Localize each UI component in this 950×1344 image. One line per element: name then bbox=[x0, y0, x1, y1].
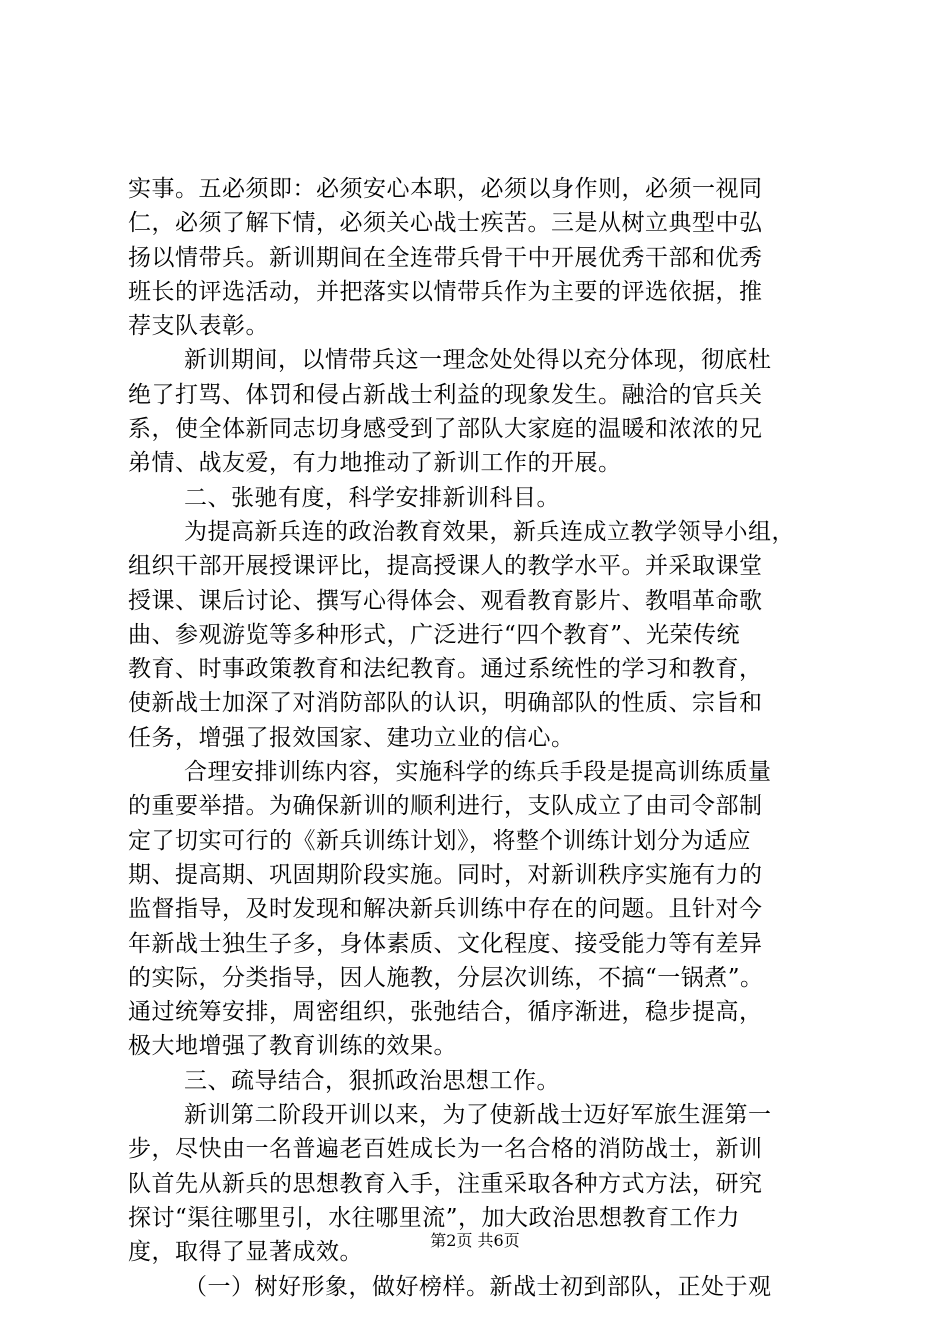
body-line: 授课、课后讨论、撰写心得体会、观看教育影片、教唱革命歌 bbox=[128, 587, 763, 614]
body-line: 任务，增强了报效国家、建功立业的信心。 bbox=[128, 724, 575, 751]
body-line: 的重要举措。为确保新训的顺利进行，支队成立了由司令部制 bbox=[128, 793, 763, 820]
body-line: 组织干部开展授课评比，提高授课人的教学水平。并采取课堂 bbox=[128, 553, 763, 580]
body-line: 度，取得了显著成效。 bbox=[128, 1239, 363, 1266]
page-number: 第2页 共6页 bbox=[430, 1231, 520, 1250]
body-line: 班长的评选活动，并把落实以情带兵作为主要的评选依据，推 bbox=[128, 278, 763, 305]
body-line: 通过统筹安排，周密组织，张弛结合，循序渐进，稳步提高， bbox=[128, 999, 763, 1026]
body-line: 系，使全体新同志切身感受到了部队大家庭的温暖和浓浓的兄 bbox=[128, 416, 763, 443]
body-line: 实事。五必须即：必须安心本职，必须以身作则，必须一视同 bbox=[128, 176, 763, 202]
body-line: 使新战士加深了对消防部队的认识，明确部队的性质、宗旨和 bbox=[128, 690, 763, 717]
body-line: 曲、参观游览等多种形式，广泛进行“四个教育”、光荣传统 bbox=[128, 621, 741, 648]
document-body bbox=[128, 172, 833, 1304]
paragraph-start-line: 新训期间，以情带兵这一理念处处得以充分体现，彻底杜 bbox=[184, 347, 772, 374]
body-line: 扬以情带兵。新训期间在全连带兵骨干中开展优秀干部和优秀 bbox=[128, 244, 763, 271]
body-line: 教育、时事政策教育和法纪教育。通过系统性的学习和教育， bbox=[128, 656, 763, 683]
body-line: 期、提高期、巩固期阶段实施。同时，对新训秩序实施有力的 bbox=[128, 861, 763, 888]
body-line: 定了切实可行的《新兵训练计划》，将整个训练计划分为适应 bbox=[128, 827, 751, 854]
body-line: 弟情、战友爱，有力地推动了新训工作的开展。 bbox=[128, 450, 622, 477]
paragraph-start-line: 为提高新兵连的政治教育效果，新兵连成立教学领导小组， bbox=[184, 518, 795, 545]
paragraph-start-line: 合理安排训练内容，实施科学的练兵手段是提高训练质量 bbox=[184, 759, 772, 786]
body-line: 绝了打骂、体罚和侵占新战士利益的现象发生。融洽的官兵关 bbox=[128, 381, 763, 408]
body-line: 极大地增强了教育训练的效果。 bbox=[128, 1033, 457, 1060]
paragraph-start-line: （一）树好形象，做好榜样。新战士初到部队，正处于观 bbox=[184, 1273, 772, 1300]
body-line: 监督指导，及时发现和解决新兵训练中存在的问题。且针对今 bbox=[128, 896, 763, 923]
body-line: 年新战士独生子多，身体素质、文化程度、接受能力等有差异 bbox=[128, 930, 763, 957]
body-line: 步，尽快由一名普遍老百姓成长为一名合格的消防战士，新训 bbox=[128, 1136, 763, 1163]
body-line: 荐支队表彰。 bbox=[128, 313, 269, 340]
body-line: 队首先从新兵的思想教育入手，注重采取各种方式方法，研究 bbox=[128, 1170, 763, 1197]
paragraph-start-line: 新训第二阶段开训以来，为了使新战士迈好军旅生涯第一 bbox=[184, 1102, 772, 1129]
body-line: 探讨“渠往哪里引，水往哪里流”，加大政治思想教育工作力 bbox=[128, 1204, 741, 1231]
section-heading: 二、张驰有度，科学安排新训科目。 bbox=[184, 484, 560, 511]
body-line: 仁，必须了解下情，必须关心战士疾苦。三是从树立典型中弘 bbox=[128, 210, 763, 237]
body-line: 的实际，分类指导，因人施教，分层次训练，不搞“一锅煮”。 bbox=[128, 964, 764, 991]
section-heading: 三、疏导结合，狠抓政治思想工作。 bbox=[184, 1067, 560, 1094]
